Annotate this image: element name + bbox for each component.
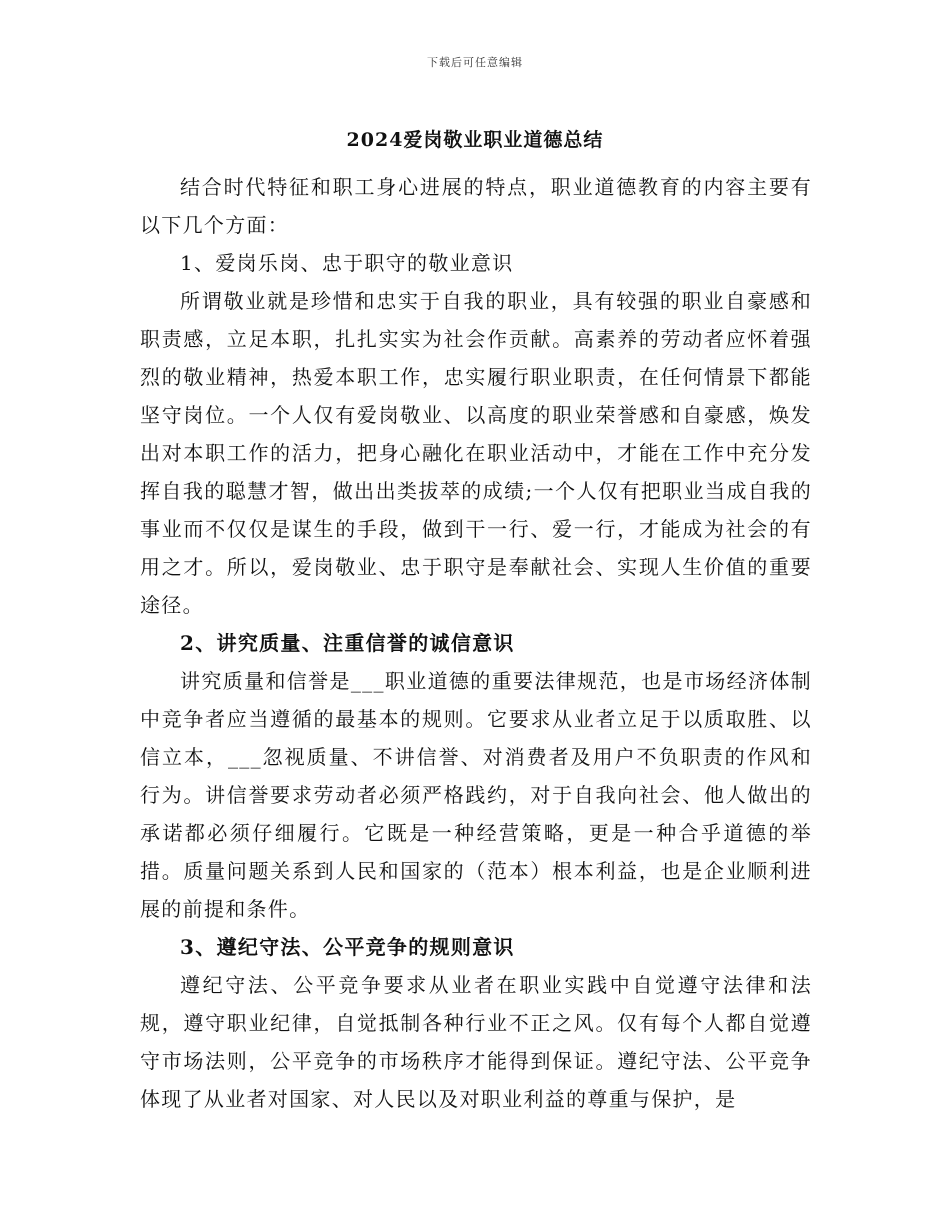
section-heading-1: 1、爱岗乐岗、忠于职守的敬业意识: [180, 251, 514, 275]
section-1-paragraph: 所谓敬业就是珍惜和忠实于自我的职业，具有较强的职业自豪感和职责感，立足本职，扎扎实实为社会作贡献。高素养的劳动者应怀着强烈的敬业精神，热爱本职工作，忠实履行职业职责，在任何情景下都能坚守岗位。一个人仅有爱岗敬业、以高度的职业荣誉感和自豪感，焕发出对本职工作的活力，把身心融化在职业活动中，才能在工作中充分发挥自我的聪慧才智，做出出类拔萃的成绩;一个人仅有把职业当成自我的事业而不仅仅是谋生的手段，做到干一行、爱一行，才能成为社会的有用之才。所以，爱岗敬业、忠于职守是奉献社会、实现人生价值的重要途径。: [140, 289, 812, 617]
document-body: [140, 168, 812, 1118]
document-title: 2024爱岗敬业职业道德总结: [346, 129, 604, 151]
intro-paragraph: 结合时代特征和职工身心进展的特点，职业道德教育的内容主要有以下几个方面：: [140, 175, 812, 237]
section-heading-3: 3、遵纪守法、公平竞争的规则意识: [180, 935, 515, 959]
section-3-paragraph: 遵纪守法、公平竞争要求从业者在职业实践中自觉遵守法律和法规，遵守职业纪律，自觉抵制各种行业不正之风。仅有每个人都自觉遵守市场法则，公平竞争的市场秩序才能得到保证。遵纪守法、公平竞争体现了从业者对国家、对人民以及对职业利益的尊重与保护，是: [140, 973, 812, 1111]
section-heading-2: 2、讲究质量、注重信誉的诚信意识: [180, 631, 515, 655]
page-header-note: 下载后可任意编辑: [427, 56, 523, 69]
section-2-paragraph: 讲究质量和信誉是___职业道德的重要法律规范，也是市场经济体制中竞争者应当遵循的最基本的规则。它要求从业者立足于以质取胜、以信立本，___忽视质量、不讲信誉、对消费者及用户不负职责的作风和行为。讲信誉要求劳动者必须严格践约，对于自我向社会、他人做出的承诺都必须仔细履行。它既是一种经营策略，更是一种合乎道德的举措。质量问题关系到人民和国家的（范本）根本利益，也是企业顺利进展的前提和条件。: [140, 669, 812, 921]
